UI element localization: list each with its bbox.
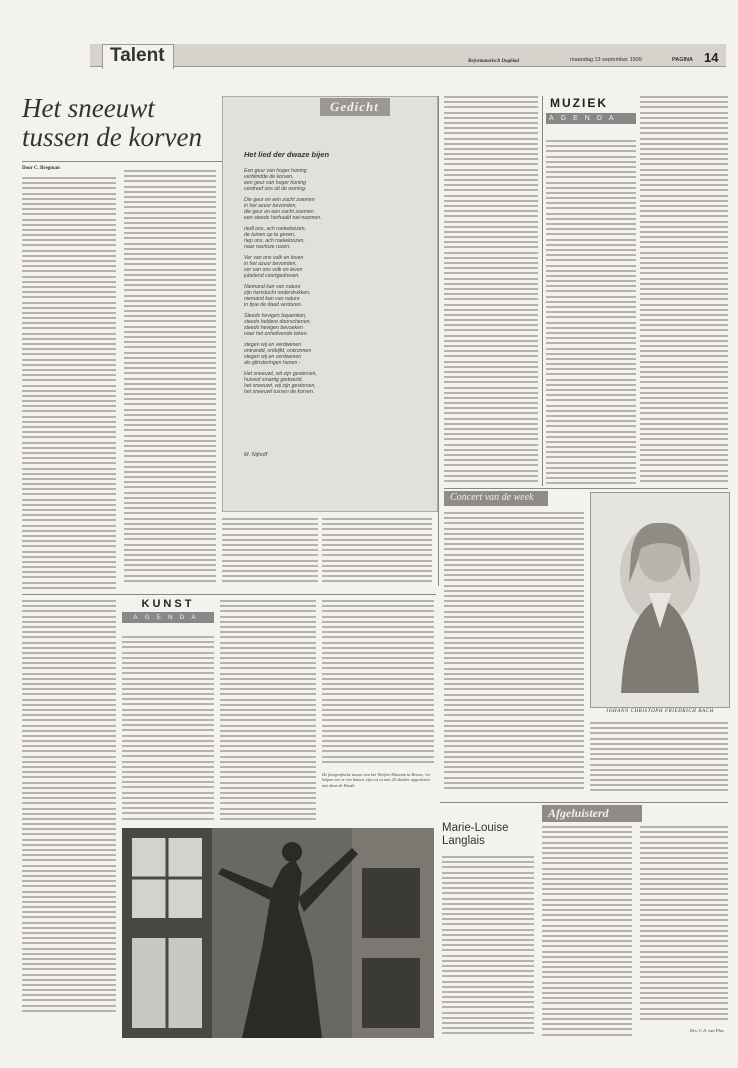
kunst-column-1 [122,636,214,824]
afgeluisterd-heading [442,822,508,848]
kunst-header [122,598,214,632]
concert-title: Concert van de week [450,492,534,503]
poem-label: Gedicht [330,99,379,114]
afgeluisterd-heading-line-1: Marie-Louise [442,822,509,834]
poem-stanza: stegen wij en verdwenen ontrandd, ontbijfd, ontzonnen stegen wij en verdwenen als glinsteringen henen - [244,342,312,366]
article-column-4 [322,518,432,588]
column-divider [438,96,439,586]
poem-body [244,168,424,400]
newspaper-name: Reformatorisch Dagblad [468,59,519,64]
masthead-bar [90,44,726,67]
poem-stanza: Steeds hevigen bejaenken, steeds heldere doorschenen, steeds hevigen bevoeken naar het onheilvende teken. [244,313,311,337]
poem-author: M. Nijhoff [244,452,268,458]
article-title [22,94,202,152]
article-title-line-2: tussen de korven [22,122,202,152]
afgeluisterd-credit: Drs. C.A. van Plas [690,1028,724,1033]
poem-stanza: Die geur en een zacht zoemen in het azuur bevonden, die geur en een zacht zoemen een steeds herhaald nat-noemen. [244,197,322,221]
poem-stanza: Ver van ons volk en leven in het azuur bevonden, ver van ons volk en leven jubelend voortgedreven. [244,255,304,279]
concert-column-1 [444,512,584,792]
muziek-header [546,96,636,136]
article-byline: Door C. Bregman [22,166,60,171]
column-divider [542,96,543,486]
issue-date: maandag 13 september 1999 [570,57,642,63]
sculpture-photo [122,828,434,1038]
kunst-column-2 [220,600,316,824]
kunst-photo-caption: De fotografische tussen van het Weefter Museum in Hoorn, 'en helpen een te een huizen, zijn tot en met 24 oktober opgesloten met daar de Hunth. [322,772,430,788]
lower-agenda-column [22,600,116,1030]
agenda-column-2 [546,140,636,485]
afgeluisterd-rule [440,802,728,803]
poem-title: Het lied der dwaze bijen [244,150,330,159]
sculpture-photo-illustration [122,828,434,1038]
poem-stanza: riedl ons, ach roekeloozen, de tuinen op te geven, riep ons, ach roekeloozen, naar roerloze rozen. [244,226,306,250]
kunst-column-3 [322,600,434,770]
afgeluisterd-column-3 [640,826,728,1022]
concert-column-2 [590,722,728,798]
agenda-column-3 [640,96,728,486]
kunst-title: KUNST [141,598,195,610]
pagina-label: PAGINA [672,57,693,63]
concert-top-rule [444,488,728,489]
composer-portrait [590,492,730,708]
afgeluisterd-column-1 [442,856,534,1038]
afgeluisterd-heading-line-2: Langlais [442,835,485,847]
article-column-1 [22,177,116,592]
agenda-column-1 [444,96,538,486]
portrait-illustration [591,493,729,707]
kunst-subtitle: AGENDA [122,612,214,623]
section-title: Talent [110,45,165,66]
afgeluisterd-title: Afgeluisterd [548,806,609,820]
article-title-line-1: Het sneeuwt [22,93,155,123]
muziek-title: MUZIEK [550,96,608,110]
page-number: 14 [704,50,719,65]
poem-stanza: Niemand kan van nature zijn hertstocht onderdrukken, niemand kan van nature in tijve de daad verduren. [244,284,311,308]
poem-stanza: Een geur van hoger honing verblindde de korven, een geur van hoger honing verdreef ons uit de woning. [244,168,307,192]
portrait-caption: JOHANN CHRISTOPH FRIEDRICH BACH [606,709,714,714]
lower-section-rule [22,594,436,595]
afgeluisterd-column-2 [542,826,632,1038]
muziek-subtitle: AGENDA [546,113,636,124]
article-column-3 [222,518,318,588]
poem-stanza: Het sneeuwt, wit zijn gesterven, huiveid smartig gedwerld, het sneeuwt, wij zijn gestorven, het sneeuwt tussen de korven. [244,371,317,395]
article-column-2 [124,170,216,592]
